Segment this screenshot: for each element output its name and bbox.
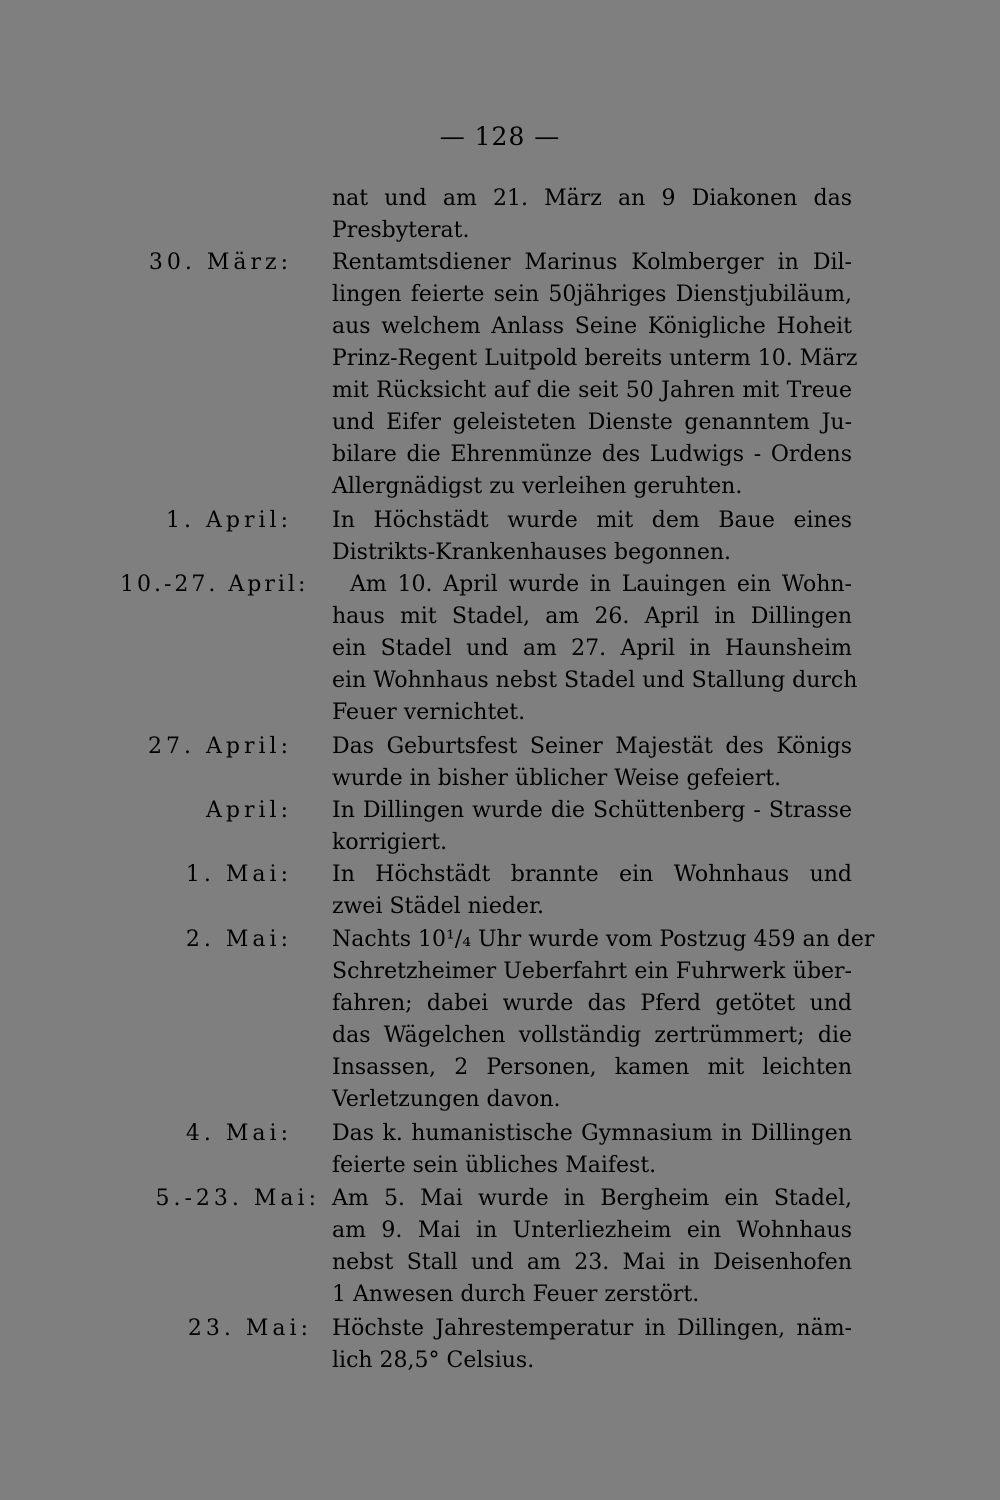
entry-date: 5.-23. Mai: <box>155 1186 320 1211</box>
text-line: Distrikts-Krankenhauses begonnen. <box>332 540 732 565</box>
text-line: bilare die Ehrenmünze des Ludwigs - Ordens <box>332 442 852 467</box>
text-line: 1 Anwesen durch Feuer zerstört. <box>332 1282 700 1307</box>
text-line: Am 10. April wurde in Lauingen ein Wohn- <box>350 572 852 597</box>
text-line: Verletzungen davon. <box>332 1087 561 1112</box>
text-line: ein Stadel und am 27. April in Haunsheim <box>332 636 852 661</box>
text-line: Prinz-Regent Luitpold bereits unterm 10. März <box>332 346 858 371</box>
entry-date: 4. Mai: <box>185 1121 292 1146</box>
entry-date: 10.-27. April: <box>120 572 309 597</box>
text-line: nat und am 21. März an 9 Diakonen das <box>332 186 852 211</box>
text-line: Allergnädigst zu verleihen geruhten. <box>332 474 743 499</box>
text-line: Höchste Jahrestemperatur in Dillingen, näm- <box>332 1316 852 1341</box>
text-line: wurde in bisher üblicher Weise gefeiert. <box>332 766 782 791</box>
page-number: — 128 — <box>439 122 561 151</box>
text-line: In Höchstädt brannte ein Wohnhaus und <box>332 862 852 887</box>
text-line: feierte sein übliches Maifest. <box>332 1153 657 1178</box>
text-line: ein Wohnhaus nebst Stadel und Stallung durch <box>332 668 858 693</box>
entry-date: 2. Mai: <box>185 927 292 952</box>
text-line: Presbyterat. <box>332 218 470 243</box>
text-line: das Wägelchen vollständig zertrümmert; die <box>332 1023 852 1048</box>
text-line: nebst Stall und am 23. Mai in Deisenhofen <box>332 1250 852 1275</box>
text-line: Das k. humanistische Gymnasium in Dillingen <box>332 1121 852 1146</box>
text-line: am 9. Mai in Unterliezheim ein Wohnhaus <box>332 1218 852 1243</box>
entry-date: 23. Mai: <box>187 1316 312 1341</box>
entry-date: April: <box>206 798 292 823</box>
text-line: Feuer vernichtet. <box>332 700 526 725</box>
entry-date: 30. März: <box>148 250 292 275</box>
text-line: korrigiert. <box>332 830 448 855</box>
text-line: Das Geburtsfest Seiner Majestät des Königs <box>332 734 852 759</box>
text-line: mit Rücksicht auf die seit 50 Jahren mit Treue <box>332 378 852 403</box>
text-line: Rentamtsdiener Marinus Kolmberger in Dil- <box>332 250 852 275</box>
text-line: Nachts 10¹/₄ Uhr wurde vom Postzug 459 an der <box>332 927 875 952</box>
text-line: lich 28,5° Celsius. <box>332 1348 535 1373</box>
text-line: In Höchstädt wurde mit dem Baue eines <box>332 508 852 533</box>
entry-date: 1. Mai: <box>185 862 292 887</box>
entry-date: 27. April: <box>148 734 292 759</box>
text-line: Insassen, 2 Personen, kamen mit leichten <box>332 1055 852 1080</box>
text-line: aus welchem Anlass Seine Königliche Hoheit <box>332 314 852 339</box>
text-line: lingen feierte sein 50jähriges Dienstjubiläum, <box>332 282 852 307</box>
entry-date: 1. April: <box>166 508 292 533</box>
text-line: Am 5. Mai wurde in Bergheim ein Stadel, <box>332 1186 852 1211</box>
text-line: zwei Städel nieder. <box>332 894 545 919</box>
text-line: Schretzheimer Ueberfahrt ein Fuhrwerk über- <box>332 959 852 984</box>
text-line: fahren; dabei wurde das Pferd getötet und <box>332 991 852 1016</box>
text-line: In Dillingen wurde die Schüttenberg - Strasse <box>332 798 852 823</box>
text-line: haus mit Stadel, am 26. April in Dillingen <box>332 604 852 629</box>
text-line: und Eifer geleisteten Dienste genanntem Ju- <box>332 410 852 435</box>
